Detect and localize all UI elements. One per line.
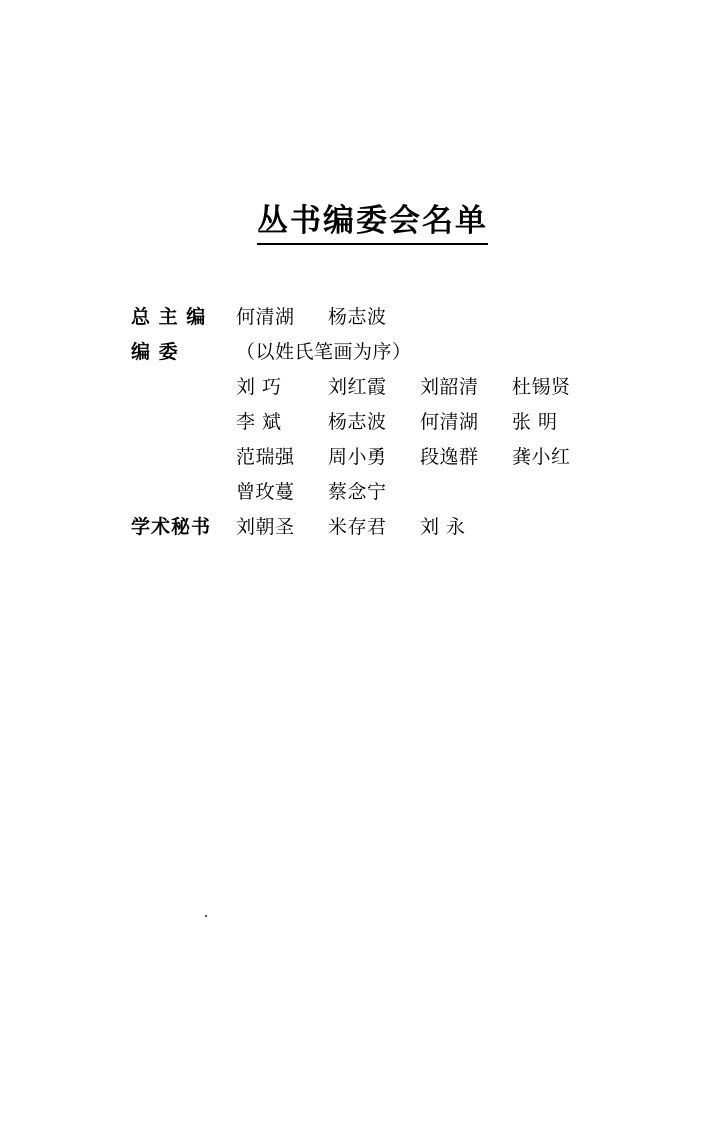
roster-name: 周小勇	[328, 446, 387, 468]
roster-name: 刘朝圣	[236, 516, 295, 538]
roster-row-names	[236, 475, 651, 510]
roster-row-label: 学术秘书	[131, 516, 212, 538]
roster-row-names	[236, 440, 651, 475]
roster-row	[131, 510, 651, 545]
roster-row	[131, 405, 651, 440]
roster-row-label: 编 委	[131, 341, 179, 363]
roster-name: 刘韶清	[420, 376, 479, 398]
roster-row	[131, 440, 651, 475]
roster-row	[131, 335, 651, 370]
roster-name: 杨志波	[328, 306, 387, 328]
roster-name: 段逸群	[420, 446, 479, 468]
roster-row	[131, 475, 651, 510]
roster-row-label: 总 主 编	[131, 306, 207, 328]
roster-name: 刘红霞	[328, 376, 387, 398]
roster-name: 杨志波	[328, 411, 387, 433]
roster-row	[131, 370, 651, 405]
roster-name: 何清湖	[420, 411, 479, 433]
roster-name: 张 明	[512, 411, 558, 433]
roster-name: 何清湖	[236, 306, 295, 328]
roster-row-names	[236, 370, 651, 405]
editorial-board-roster	[131, 300, 651, 545]
roster-row	[131, 300, 651, 335]
roster-name: 范瑞强	[236, 446, 295, 468]
page-title-text: 丛书编委会名单	[257, 195, 488, 245]
roster-row-names	[236, 405, 651, 440]
roster-order-note: （以姓氏笔画为序）	[236, 341, 412, 363]
stray-ink-mark	[205, 915, 207, 917]
roster-name: 龚小红	[512, 446, 571, 468]
page-title	[0, 195, 723, 245]
roster-name: 刘 巧	[236, 376, 282, 398]
roster-name: 蔡念宁	[328, 481, 387, 503]
roster-name: 米存君	[328, 516, 387, 538]
roster-row-names	[236, 335, 651, 370]
roster-row-names	[236, 510, 651, 545]
roster-name: 刘 永	[420, 516, 466, 538]
roster-row-names	[236, 300, 651, 335]
roster-name: 李 斌	[236, 411, 282, 433]
roster-name: 曾玫蔓	[236, 481, 295, 503]
roster-name: 杜锡贤	[512, 376, 571, 398]
